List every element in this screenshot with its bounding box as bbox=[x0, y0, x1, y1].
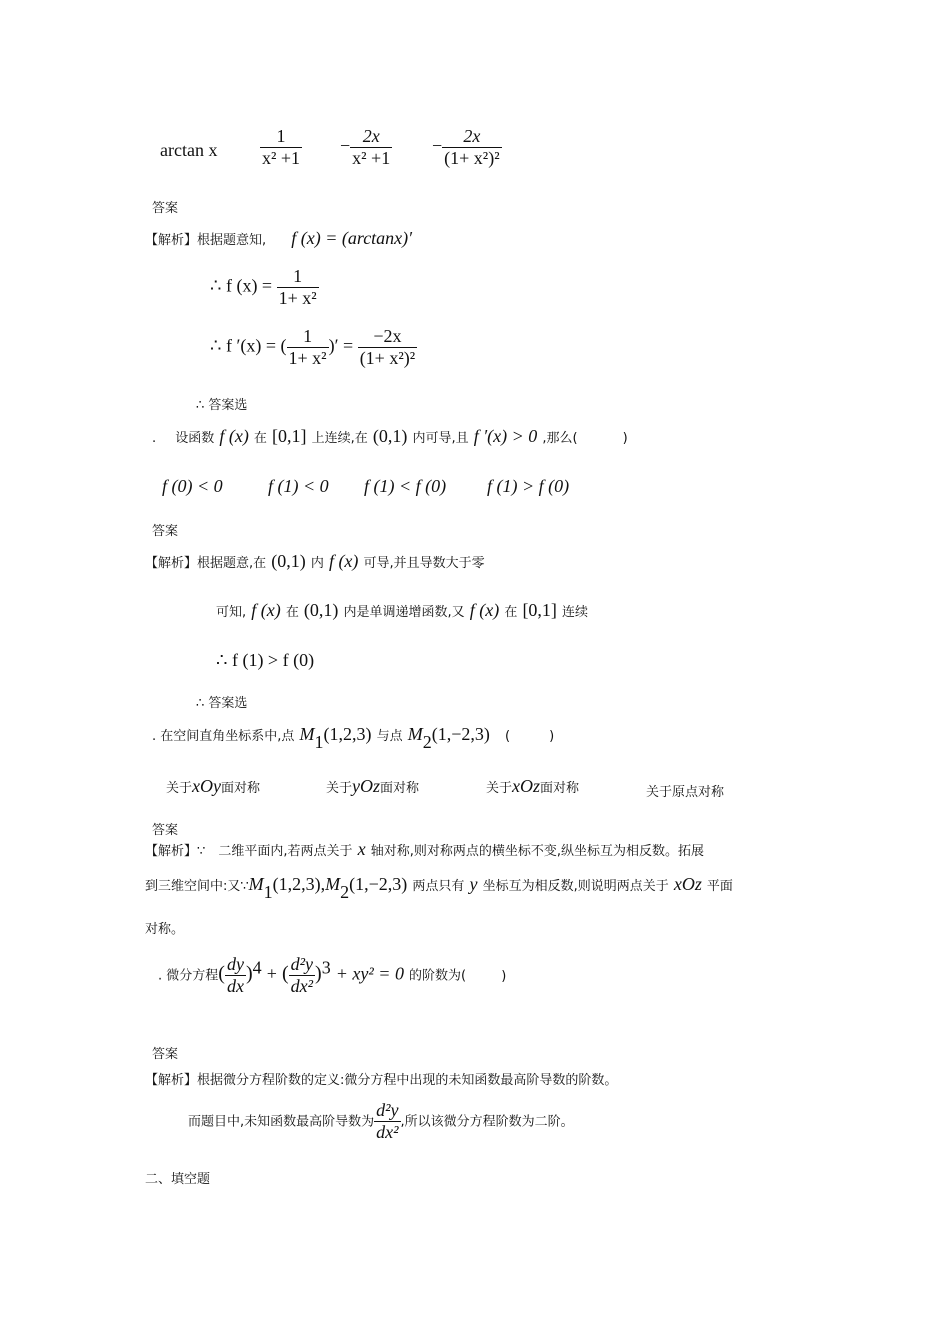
analysis-3-line1: 【解析】∵ 二维平面内,若两点关于 x 轴对称,则对称两点的横坐标不变,纵坐标互为相反数。拓展 bbox=[145, 839, 704, 859]
q2-option-b: f (1) < 0 bbox=[268, 476, 329, 496]
analysis-2-result: ∴ f (1) > f (0) bbox=[216, 650, 315, 670]
q3-option-a: 关于xOy面对称 bbox=[166, 776, 261, 796]
analysis-2-line2: 可知, f (x) 在 (0,1) 内是单调递增函数,又 f (x) 在 [0,1] 连续 bbox=[216, 600, 589, 620]
q2-option-d: f (1) > f (0) bbox=[487, 476, 570, 496]
q3-option-c: 关于xOz面对称 bbox=[486, 776, 580, 796]
question-4: . 微分方程( $\frac{dy}{dx}$ )$^4$ + ( $\frac{\text{d²y}}{\text{dx²}}$ )$^3$ + xy² = 0 的阶数为( ) bbox=[158, 954, 507, 996]
option-a: arctan x bbox=[160, 140, 218, 160]
q2-option-c: f (1) < f (0) bbox=[364, 476, 447, 496]
analysis-2-line1: 【解析】根据题意,在 (0,1) 内 f (x) 可导,并且导数大于零 bbox=[145, 551, 485, 571]
option-c: − $\frac{2x}{\text{x² +1}}$ bbox=[340, 126, 391, 168]
analysis-4-line2: 而题目中,未知函数最高阶导数为 $\frac{\text{d²y}}{\text{dx²}}$ ,所以该微分方程阶数为二阶。 bbox=[188, 1100, 574, 1142]
analysis-3-line2: 到三维空间中:又$\because M_1(1,2,3),M_2(1,-2,3)$ 两点只有 y 坐标互为相反数,则说明两点关于 xOz 平面 bbox=[145, 874, 733, 902]
analysis-1-conclusion: ∴ 答案选 bbox=[196, 398, 248, 413]
question-3: . 在空间直角坐标系中,点 $M_1(1,2,3)$ 与点 $M_2(1,-2,3)$ ( ) bbox=[152, 724, 555, 752]
analysis-3-line3: 对称。 bbox=[145, 922, 185, 937]
section-title: 二、填空题 bbox=[145, 1172, 211, 1187]
analysis-4-line1: 【解析】根据微分方程阶数的定义:微分方程中出现的未知函数最高阶导数的阶数。 bbox=[145, 1073, 618, 1088]
analysis-1-line2: ∴ f (x) = $\frac{1}{\text{1+ x²}}$ bbox=[210, 266, 317, 308]
analysis-1-line3: ∴ f ′(x) = ( $\frac{1}{\text{1+ x²}}$ )′ = $\frac{-2x}{\text{(1+ x²)²}}$ bbox=[210, 326, 416, 368]
answer-label: 答案 bbox=[152, 201, 179, 216]
answer-label: 答案 bbox=[152, 1047, 179, 1062]
option-d: − $\frac{2x}{\text{(1+ x²)²}}$ bbox=[432, 126, 500, 168]
q3-option-b: 关于yOz面对称 bbox=[326, 776, 420, 796]
answer-label: 答案 bbox=[152, 823, 179, 838]
q2-option-a: f (0) < 0 bbox=[162, 476, 223, 496]
question-2: . 设函数 f (x) 在 [0,1] 上连续,在 (0,1) 内可导,且 f ′(x) > 0 ,那么( ) bbox=[152, 426, 628, 446]
analysis-1-line1: 【解析】根据题意知, f (x) = (arctanx)′ bbox=[145, 228, 413, 248]
q3-option-d: 关于原点对称 bbox=[646, 785, 725, 800]
answer-label: 答案 bbox=[152, 524, 179, 539]
option-b: $\frac{1}{\text{x² +1}}$ bbox=[262, 126, 301, 168]
analysis-2-conclusion: ∴ 答案选 bbox=[196, 696, 248, 711]
